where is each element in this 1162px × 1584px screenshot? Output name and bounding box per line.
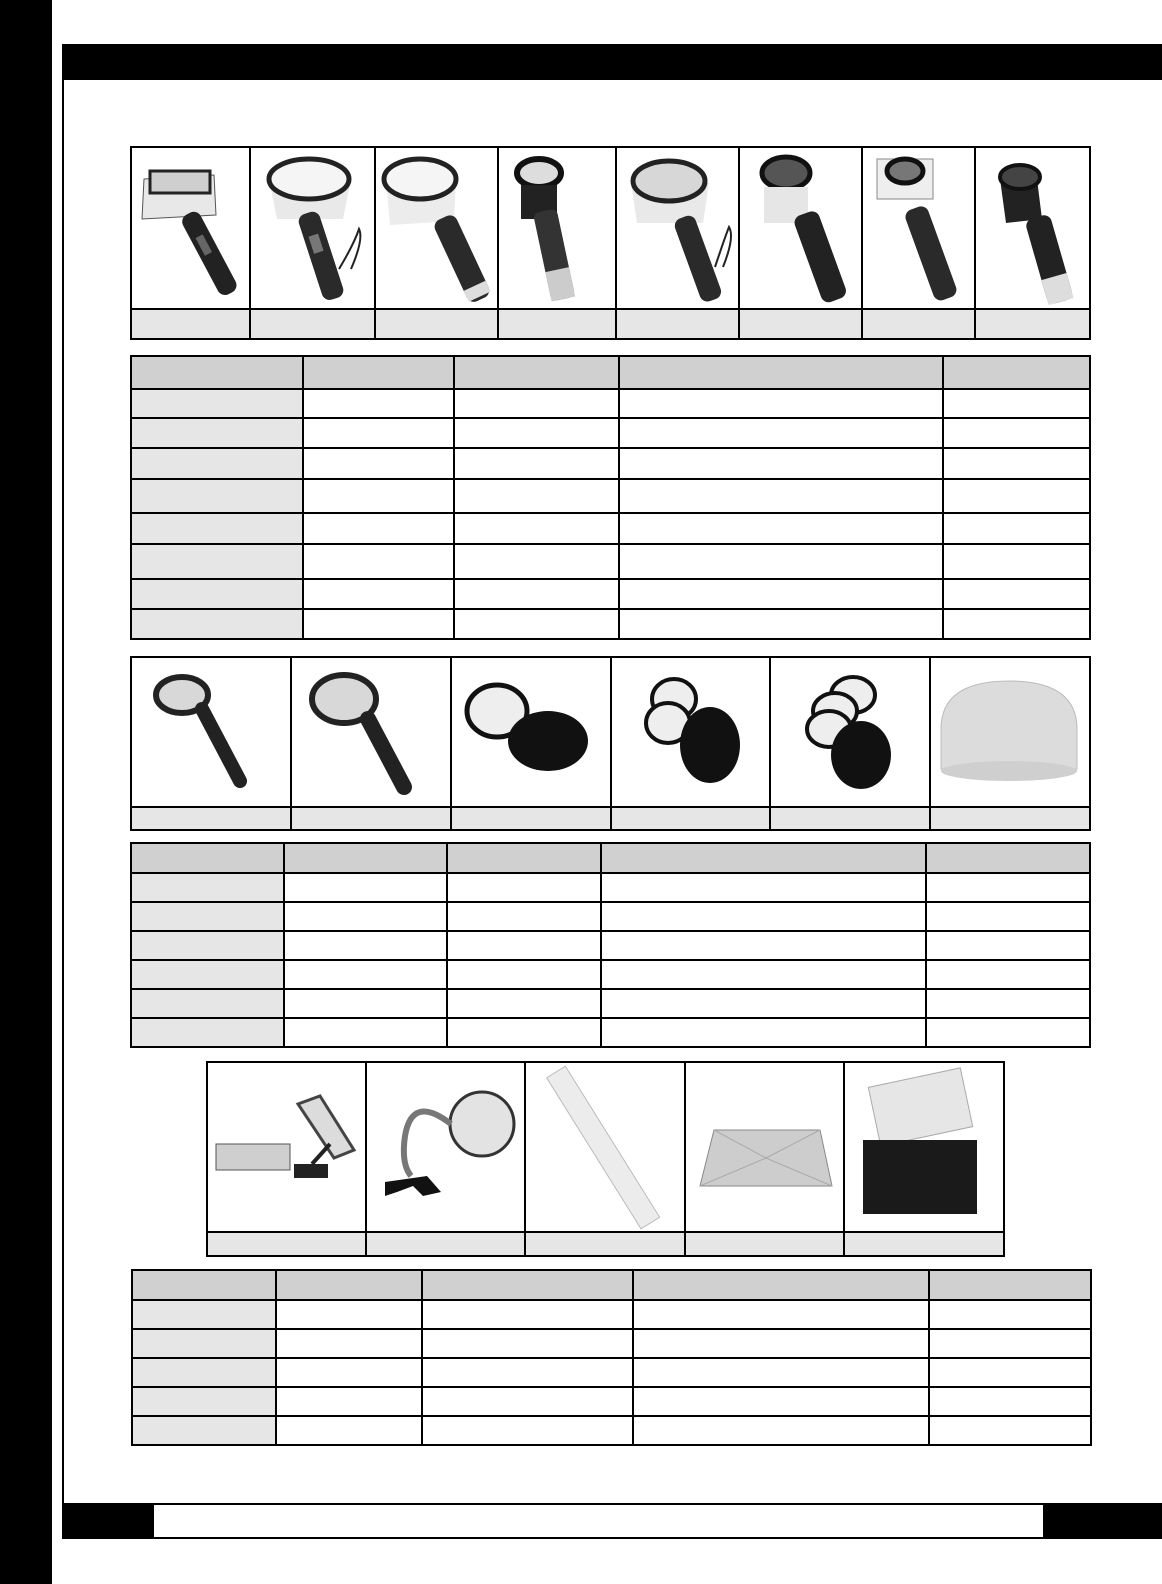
spec-cell: [454, 609, 619, 639]
spec-cell: [943, 418, 1090, 448]
gooseneck-desk-magnifier-icon: [367, 1064, 522, 1230]
pocket-magnifier-triple-lens-icon: [771, 659, 927, 805]
product-label: [291, 807, 451, 830]
spec-cell: [131, 418, 303, 448]
spec-cell: [284, 902, 447, 931]
card-magnifier-with-sleeve-icon: [845, 1064, 1001, 1230]
spec-cell: [276, 1416, 422, 1445]
spec-cell: [454, 418, 619, 448]
spec-cell: [131, 989, 284, 1018]
spec-cell: [303, 389, 454, 418]
table-row: [131, 448, 1090, 479]
spec-cell: [601, 931, 926, 960]
spec-cell: [132, 1300, 276, 1329]
spec-cell: [633, 1300, 929, 1329]
spec-cell: [619, 479, 943, 513]
product-label: [131, 807, 291, 830]
rectangular-led-stand-magnifier-icon: [132, 149, 247, 307]
spec-cell: [276, 1387, 422, 1416]
spec-header: [447, 843, 601, 873]
spec-cell: [132, 1329, 276, 1358]
spec-cell: [601, 960, 926, 989]
spec-cell: [454, 448, 619, 479]
spec-cell: [454, 389, 619, 418]
spec-header: [131, 356, 303, 389]
table-row: [132, 1416, 1091, 1445]
spec-header: [619, 356, 943, 389]
spec-cell: [929, 1358, 1091, 1387]
page-edge-bar: [0, 0, 52, 1584]
table-row: [131, 960, 1090, 989]
gallery-1: [130, 146, 1091, 340]
product-label: [451, 807, 611, 830]
spec-cell: [131, 960, 284, 989]
spec-cell: [132, 1358, 276, 1387]
product-image-cell: [844, 1062, 1004, 1232]
spec-cell: [943, 389, 1090, 418]
spec-header: [929, 1270, 1091, 1300]
spec-cell: [454, 479, 619, 513]
spec-cell: [131, 544, 303, 579]
spec-cell: [926, 960, 1090, 989]
spec-header: [926, 843, 1090, 873]
table-row: [131, 544, 1090, 579]
spec-cell: [601, 1018, 926, 1047]
table-row: [131, 873, 1090, 902]
small-led-stand-magnifier-icon: [499, 149, 613, 307]
spec-cell: [926, 1018, 1090, 1047]
spec-cell: [447, 1018, 601, 1047]
spec-cell: [131, 931, 284, 960]
product-label: [685, 1232, 844, 1256]
spec-cell: [131, 902, 284, 931]
spec-cell: [303, 513, 454, 544]
spec-cell: [943, 479, 1090, 513]
spec-cell: [633, 1358, 929, 1387]
folding-stand-magnifier-icon: [208, 1064, 363, 1230]
spec-cell: [619, 513, 943, 544]
product-image-cell: [975, 147, 1090, 309]
spec-cell: [929, 1300, 1091, 1329]
spec-cell: [284, 873, 447, 902]
spec-cell: [926, 989, 1090, 1018]
product-label: [975, 309, 1090, 339]
spec-cell: [929, 1387, 1091, 1416]
product-image-cell: [616, 147, 739, 309]
product-image-cell: [862, 147, 975, 309]
table-row: [132, 1387, 1091, 1416]
round-led-stand-magnifier-icon: [376, 149, 495, 307]
spec-cell: [619, 448, 943, 479]
spec-header: [276, 1270, 422, 1300]
spec-cell: [926, 931, 1090, 960]
table-row: [131, 479, 1090, 513]
spec-cell: [633, 1416, 929, 1445]
table-row: [131, 418, 1090, 448]
footer-left: [62, 1503, 154, 1539]
table-row: [131, 989, 1090, 1018]
spec-cell: [422, 1387, 633, 1416]
spec-cell: [131, 389, 303, 418]
table-row: [132, 1329, 1091, 1358]
black-led-stand-magnifier-icon: [976, 149, 1087, 307]
spec-cell: [943, 609, 1090, 639]
product-image-cell: [685, 1062, 844, 1232]
spec-cell: [619, 389, 943, 418]
product-label: [930, 807, 1090, 830]
table-row: [131, 1018, 1090, 1047]
spec-header: [601, 843, 926, 873]
spec-cell: [303, 579, 454, 609]
product-image-cell: [611, 657, 770, 807]
product-image-cell: [498, 147, 616, 309]
pocket-magnifier-single-lens-icon: [452, 659, 608, 805]
table-row: [131, 579, 1090, 609]
table-row: [131, 609, 1090, 639]
bar-magnifier-icon: [526, 1064, 682, 1230]
spec-cell: [454, 513, 619, 544]
product-label: [611, 807, 770, 830]
spec-cell: [633, 1387, 929, 1416]
product-image-cell: [291, 657, 451, 807]
product-image-cell: [525, 1062, 685, 1232]
spec-cell: [619, 418, 943, 448]
spec-cell: [276, 1358, 422, 1387]
spec-cell: [131, 448, 303, 479]
product-label: [498, 309, 616, 339]
table-row: [132, 1300, 1091, 1329]
spec-cell: [447, 902, 601, 931]
spec-cell: [943, 448, 1090, 479]
product-image-cell: [930, 657, 1090, 807]
spec-cell: [943, 513, 1090, 544]
spec-cell: [454, 544, 619, 579]
spec-cell: [422, 1416, 633, 1445]
dark-led-stand-magnifier-icon: [740, 149, 859, 307]
spec-table-1: [130, 355, 1091, 640]
spec-header: [422, 1270, 633, 1300]
table-row: [131, 389, 1090, 418]
fresnel-sheet-magnifier-icon: [686, 1064, 841, 1230]
spec-cell: [132, 1416, 276, 1445]
spec-cell: [303, 609, 454, 639]
spec-header: [303, 356, 454, 389]
product-label: [739, 309, 862, 339]
table-row: [131, 931, 1090, 960]
spec-cell: [131, 609, 303, 639]
product-image-cell: [739, 147, 862, 309]
spec-cell: [926, 902, 1090, 931]
product-image-cell: [131, 147, 250, 309]
product-label: [366, 1232, 525, 1256]
spec-cell: [454, 579, 619, 609]
product-label: [375, 309, 498, 339]
spec-cell: [601, 902, 926, 931]
table-row: [131, 513, 1090, 544]
product-label: [862, 309, 975, 339]
spec-header: [943, 356, 1090, 389]
spec-cell: [619, 579, 943, 609]
product-label: [525, 1232, 685, 1256]
spec-cell: [943, 544, 1090, 579]
gallery-2: [130, 656, 1091, 831]
spec-cell: [131, 579, 303, 609]
spec-cell: [422, 1300, 633, 1329]
spec-cell: [633, 1329, 929, 1358]
product-image-cell: [366, 1062, 525, 1232]
product-label: [131, 309, 250, 339]
product-label: [207, 1232, 366, 1256]
table-row: [132, 1358, 1091, 1387]
spec-cell: [276, 1329, 422, 1358]
small-hand-magnifier-icon: [132, 659, 288, 805]
spec-cell: [447, 873, 601, 902]
spec-header: [454, 356, 619, 389]
product-image-cell: [250, 147, 375, 309]
white-head-led-stand-magnifier-icon: [863, 149, 972, 307]
product-image-cell: [131, 657, 291, 807]
spec-cell: [943, 579, 1090, 609]
spec-cell: [303, 544, 454, 579]
spec-cell: [422, 1329, 633, 1358]
dome-magnifier-icon: [931, 659, 1087, 805]
spec-cell: [284, 989, 447, 1018]
product-label: [250, 309, 375, 339]
product-image-cell: [770, 657, 930, 807]
pocket-magnifier-double-lens-icon: [612, 659, 767, 805]
product-image-cell: [207, 1062, 366, 1232]
round-led-stand-magnifier-strap-icon: [251, 149, 372, 307]
product-label: [844, 1232, 1004, 1256]
spec-cell: [284, 931, 447, 960]
spec-cell: [601, 989, 926, 1018]
spec-cell: [132, 1387, 276, 1416]
large-hand-magnifier-icon: [292, 659, 448, 805]
product-image-cell: [451, 657, 611, 807]
spec-table-2: [130, 842, 1091, 1048]
spec-cell: [447, 989, 601, 1018]
spec-cell: [131, 1018, 284, 1047]
spec-cell: [619, 609, 943, 639]
footer-bar: [62, 1503, 1162, 1539]
spec-cell: [284, 1018, 447, 1047]
table-row: [131, 902, 1090, 931]
header-bar: [62, 44, 1162, 80]
product-label: [616, 309, 739, 339]
spec-cell: [619, 544, 943, 579]
spec-cell: [131, 479, 303, 513]
spec-cell: [929, 1329, 1091, 1358]
spec-cell: [303, 418, 454, 448]
spec-cell: [422, 1358, 633, 1387]
spec-cell: [929, 1416, 1091, 1445]
product-image-cell: [375, 147, 498, 309]
spec-header: [284, 843, 447, 873]
gallery-3: [206, 1061, 1005, 1257]
footer-center: [154, 1505, 1043, 1537]
product-label: [770, 807, 930, 830]
spec-header: [132, 1270, 276, 1300]
spec-cell: [447, 960, 601, 989]
spec-header: [131, 843, 284, 873]
spec-header: [633, 1270, 929, 1300]
round-led-stand-magnifier-strap-2-icon: [617, 149, 736, 307]
spec-cell: [601, 873, 926, 902]
spec-table-3: [131, 1269, 1092, 1446]
spec-cell: [447, 931, 601, 960]
spec-cell: [926, 873, 1090, 902]
spec-cell: [276, 1300, 422, 1329]
spec-cell: [303, 448, 454, 479]
spec-cell: [131, 873, 284, 902]
spec-cell: [284, 960, 447, 989]
spec-cell: [303, 479, 454, 513]
spec-cell: [131, 513, 303, 544]
footer-right: [1043, 1503, 1162, 1539]
